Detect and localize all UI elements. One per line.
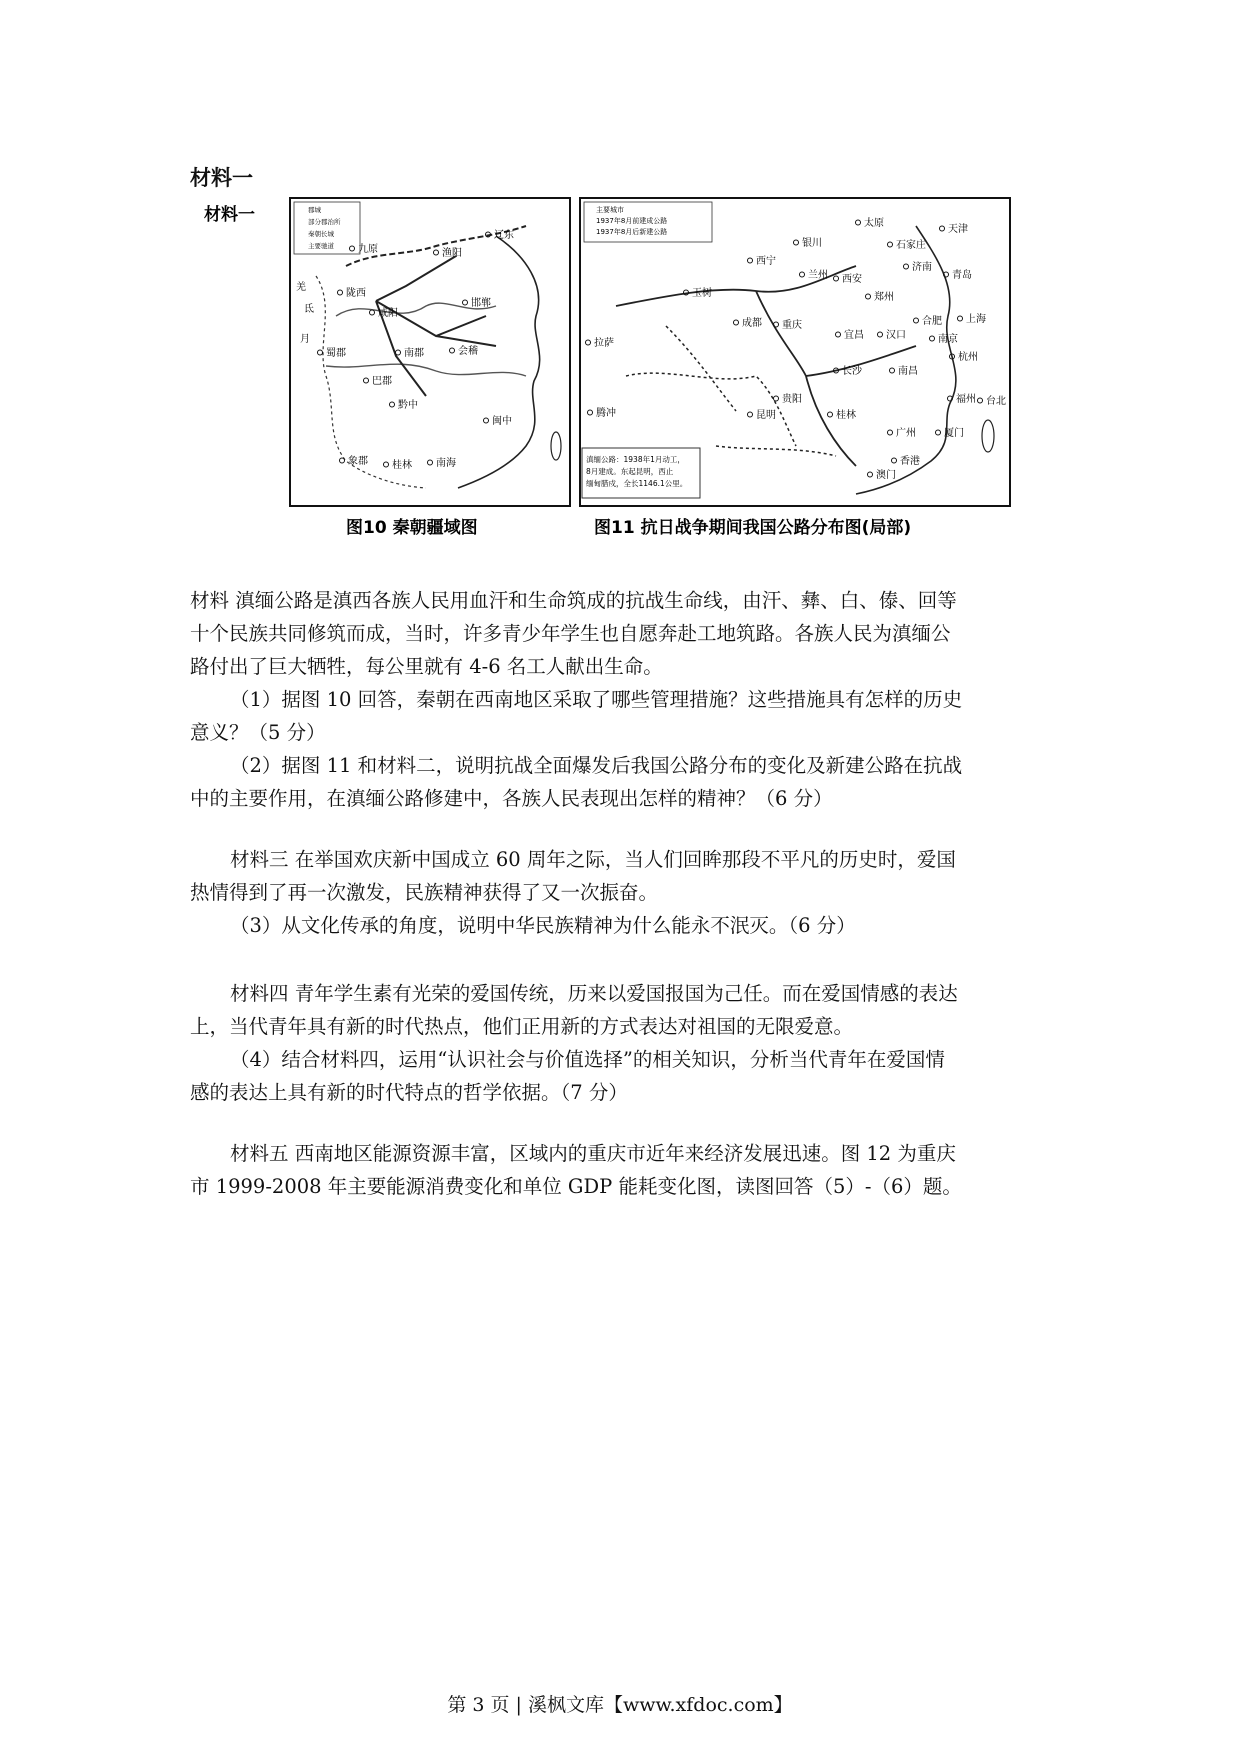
text-line: 上，当代青年具有新的时代热点，他们正用新的方式表达对祖国的无限爱意。 — [190, 1015, 854, 1038]
text-line: 材料 滇缅公路是滇西各族人民用血汗和生命筑成的抗战生命线，由汗、彝、白、傣、回等 — [190, 589, 957, 612]
question-1 — [190, 683, 1056, 749]
map-label: 黔中 — [398, 400, 418, 411]
map-label: 合肥 — [922, 316, 942, 327]
map-label: 九原 — [358, 244, 378, 255]
map-label: 济南 — [912, 262, 932, 273]
legend-entry: 主要城市 — [596, 206, 624, 214]
note-line: 8月建成。东起昆明，西止 — [586, 467, 674, 476]
map-label: 上海 — [966, 314, 986, 325]
map-label: 杭州 — [958, 352, 978, 363]
paragraph-material-4 — [190, 977, 1056, 1043]
map-label: 巴郡 — [372, 376, 392, 387]
map-label: 渔阳 — [442, 248, 462, 259]
map-label: 羌 — [296, 282, 306, 293]
text-line: 材料三 在举国欢庆新中国成立 60 周年之际，当人们回眸那段不平凡的历史时，爱国 — [230, 848, 956, 871]
map-label: 西宁 — [756, 256, 776, 267]
map-label: 青岛 — [952, 270, 972, 281]
map-label: 象郡 — [348, 456, 368, 467]
text-line: 中的主要作用，在滇缅公路修建中，各族人民表现出怎样的精神？（6 分） — [190, 787, 833, 810]
paragraph-material — [190, 584, 1056, 683]
map-label: 厦门 — [944, 428, 964, 439]
map-label: 郑州 — [874, 292, 894, 303]
map-label: 拉萨 — [594, 338, 614, 349]
map-label: 汉口 — [886, 330, 906, 341]
map-label: 陇西 — [346, 288, 366, 299]
text-line: （2）据图 11 和材料二，说明抗战全面爆发后我国公路分布的变化及新建公路在抗战 — [230, 754, 963, 777]
text-line: 意义？（5 分） — [190, 721, 326, 744]
map-label: 桂林 — [836, 410, 856, 421]
fig10-caption: 图10 秦朝疆域图 — [346, 518, 478, 538]
map-label: 澳门 — [876, 470, 896, 481]
fig11-caption: 图11 抗日战争期间我国公路分布图(局部) — [594, 518, 912, 538]
highway-distribution-map — [580, 198, 1010, 506]
map-label: 太原 — [864, 218, 884, 229]
map-label: 重庆 — [782, 320, 802, 331]
map-label: 腾冲 — [596, 408, 616, 419]
text-line: 路付出了巨大牺牲，每公里就有 4-6 名工人献出生命。 — [190, 655, 663, 678]
text-line: （3）从文化传承的角度，说明中华民族精神为什么能永不泯灭。（6 分） — [230, 914, 856, 937]
map-label: 闽中 — [492, 416, 512, 427]
map-label: 兰州 — [808, 270, 828, 281]
map-label: 邯郸 — [471, 298, 491, 309]
text-line: （4）结合材料四，运用“认识社会与价值选择”的相关知识，分析当代青年在爱国情 — [230, 1048, 945, 1071]
map-label: 氐 — [304, 304, 314, 315]
map-label: 月 — [300, 334, 310, 345]
text-line: （1）据图 10 回答，秦朝在西南地区采取了哪些管理措施？这些措施具有怎样的历史 — [230, 688, 963, 711]
question-3 — [190, 909, 1056, 942]
figure-side-label: 材料一 — [204, 205, 255, 225]
map-label: 宜昌 — [844, 330, 864, 341]
qin-territory-map — [290, 198, 570, 506]
text-line: 材料四 青年学生素有光荣的爱国传统，历来以爱国报国为己任。而在爱国情感的表达 — [230, 982, 958, 1005]
map-label: 辽东 — [494, 230, 514, 241]
text-line: 材料五 西南地区能源资源丰富，区域内的重庆市近年来经济发展迅速。图 12 为重庆 — [230, 1142, 956, 1165]
map-label: 银川 — [802, 238, 822, 249]
map-label: 长沙 — [842, 366, 862, 377]
map-label: 西安 — [842, 274, 862, 285]
legend-entry: 主要驰道 — [308, 242, 334, 250]
legend-entry: 部分郡治所 — [308, 218, 341, 226]
note-line: 滇缅公路：1938年1月动工， — [586, 455, 685, 464]
map-label: 玉树 — [692, 288, 712, 299]
map-label: 南海 — [436, 458, 456, 469]
map-label: 桂林 — [392, 460, 412, 471]
note-line: 缅甸腊戍，全长1146.1公里。 — [586, 479, 688, 488]
map-label: 贵阳 — [782, 394, 802, 405]
material-heading: 材料一 — [190, 165, 253, 190]
map-label: 福州 — [956, 394, 976, 405]
question-4 — [190, 1043, 1056, 1109]
text-line: 市 1999-2008 年主要能源消费变化和单位 GDP 能耗变化图，读图回答（5）-（6）题。 — [190, 1175, 962, 1198]
legend-entry: 1937年8月前建成公路 — [596, 217, 668, 225]
map-label: 蜀郡 — [326, 348, 346, 359]
map-figure — [196, 196, 1012, 546]
map-label: 石家庄 — [896, 240, 926, 251]
map-label: 南郡 — [404, 348, 424, 359]
text-line: 热情得到了再一次激发，民族精神获得了又一次振奋。 — [190, 881, 659, 904]
map-label: 南昌 — [898, 366, 918, 377]
map-label: 香港 — [900, 456, 920, 467]
legend-entry: 1937年8月后新建公路 — [596, 228, 668, 236]
paragraph-material-5 — [190, 1137, 1056, 1203]
map-label: 南京 — [938, 334, 958, 345]
question-2 — [190, 749, 1056, 815]
legend-entry: 秦朝长城 — [308, 230, 334, 238]
map-label: 咸阳 — [378, 308, 398, 319]
map-label: 会稽 — [458, 346, 478, 357]
page-footer: 第 3 页 | 溪枫文库【www.xfdoc.com】 — [447, 1694, 793, 1716]
paragraph-material-3 — [190, 843, 1056, 909]
map-label: 成都 — [742, 318, 762, 329]
map-label: 昆明 — [756, 410, 776, 421]
text-line: 感的表达上具有新的时代特点的哲学依据。（7 分） — [190, 1081, 628, 1104]
legend-entry: 郡城 — [308, 206, 321, 214]
text-line: 十个民族共同修筑而成，当时，许多青少年学生也自愿奔赴工地筑路。各族人民为滇缅公 — [190, 622, 951, 645]
map-label: 台北 — [986, 396, 1006, 407]
map-label: 广州 — [896, 428, 916, 439]
map-label: 天津 — [948, 224, 968, 235]
